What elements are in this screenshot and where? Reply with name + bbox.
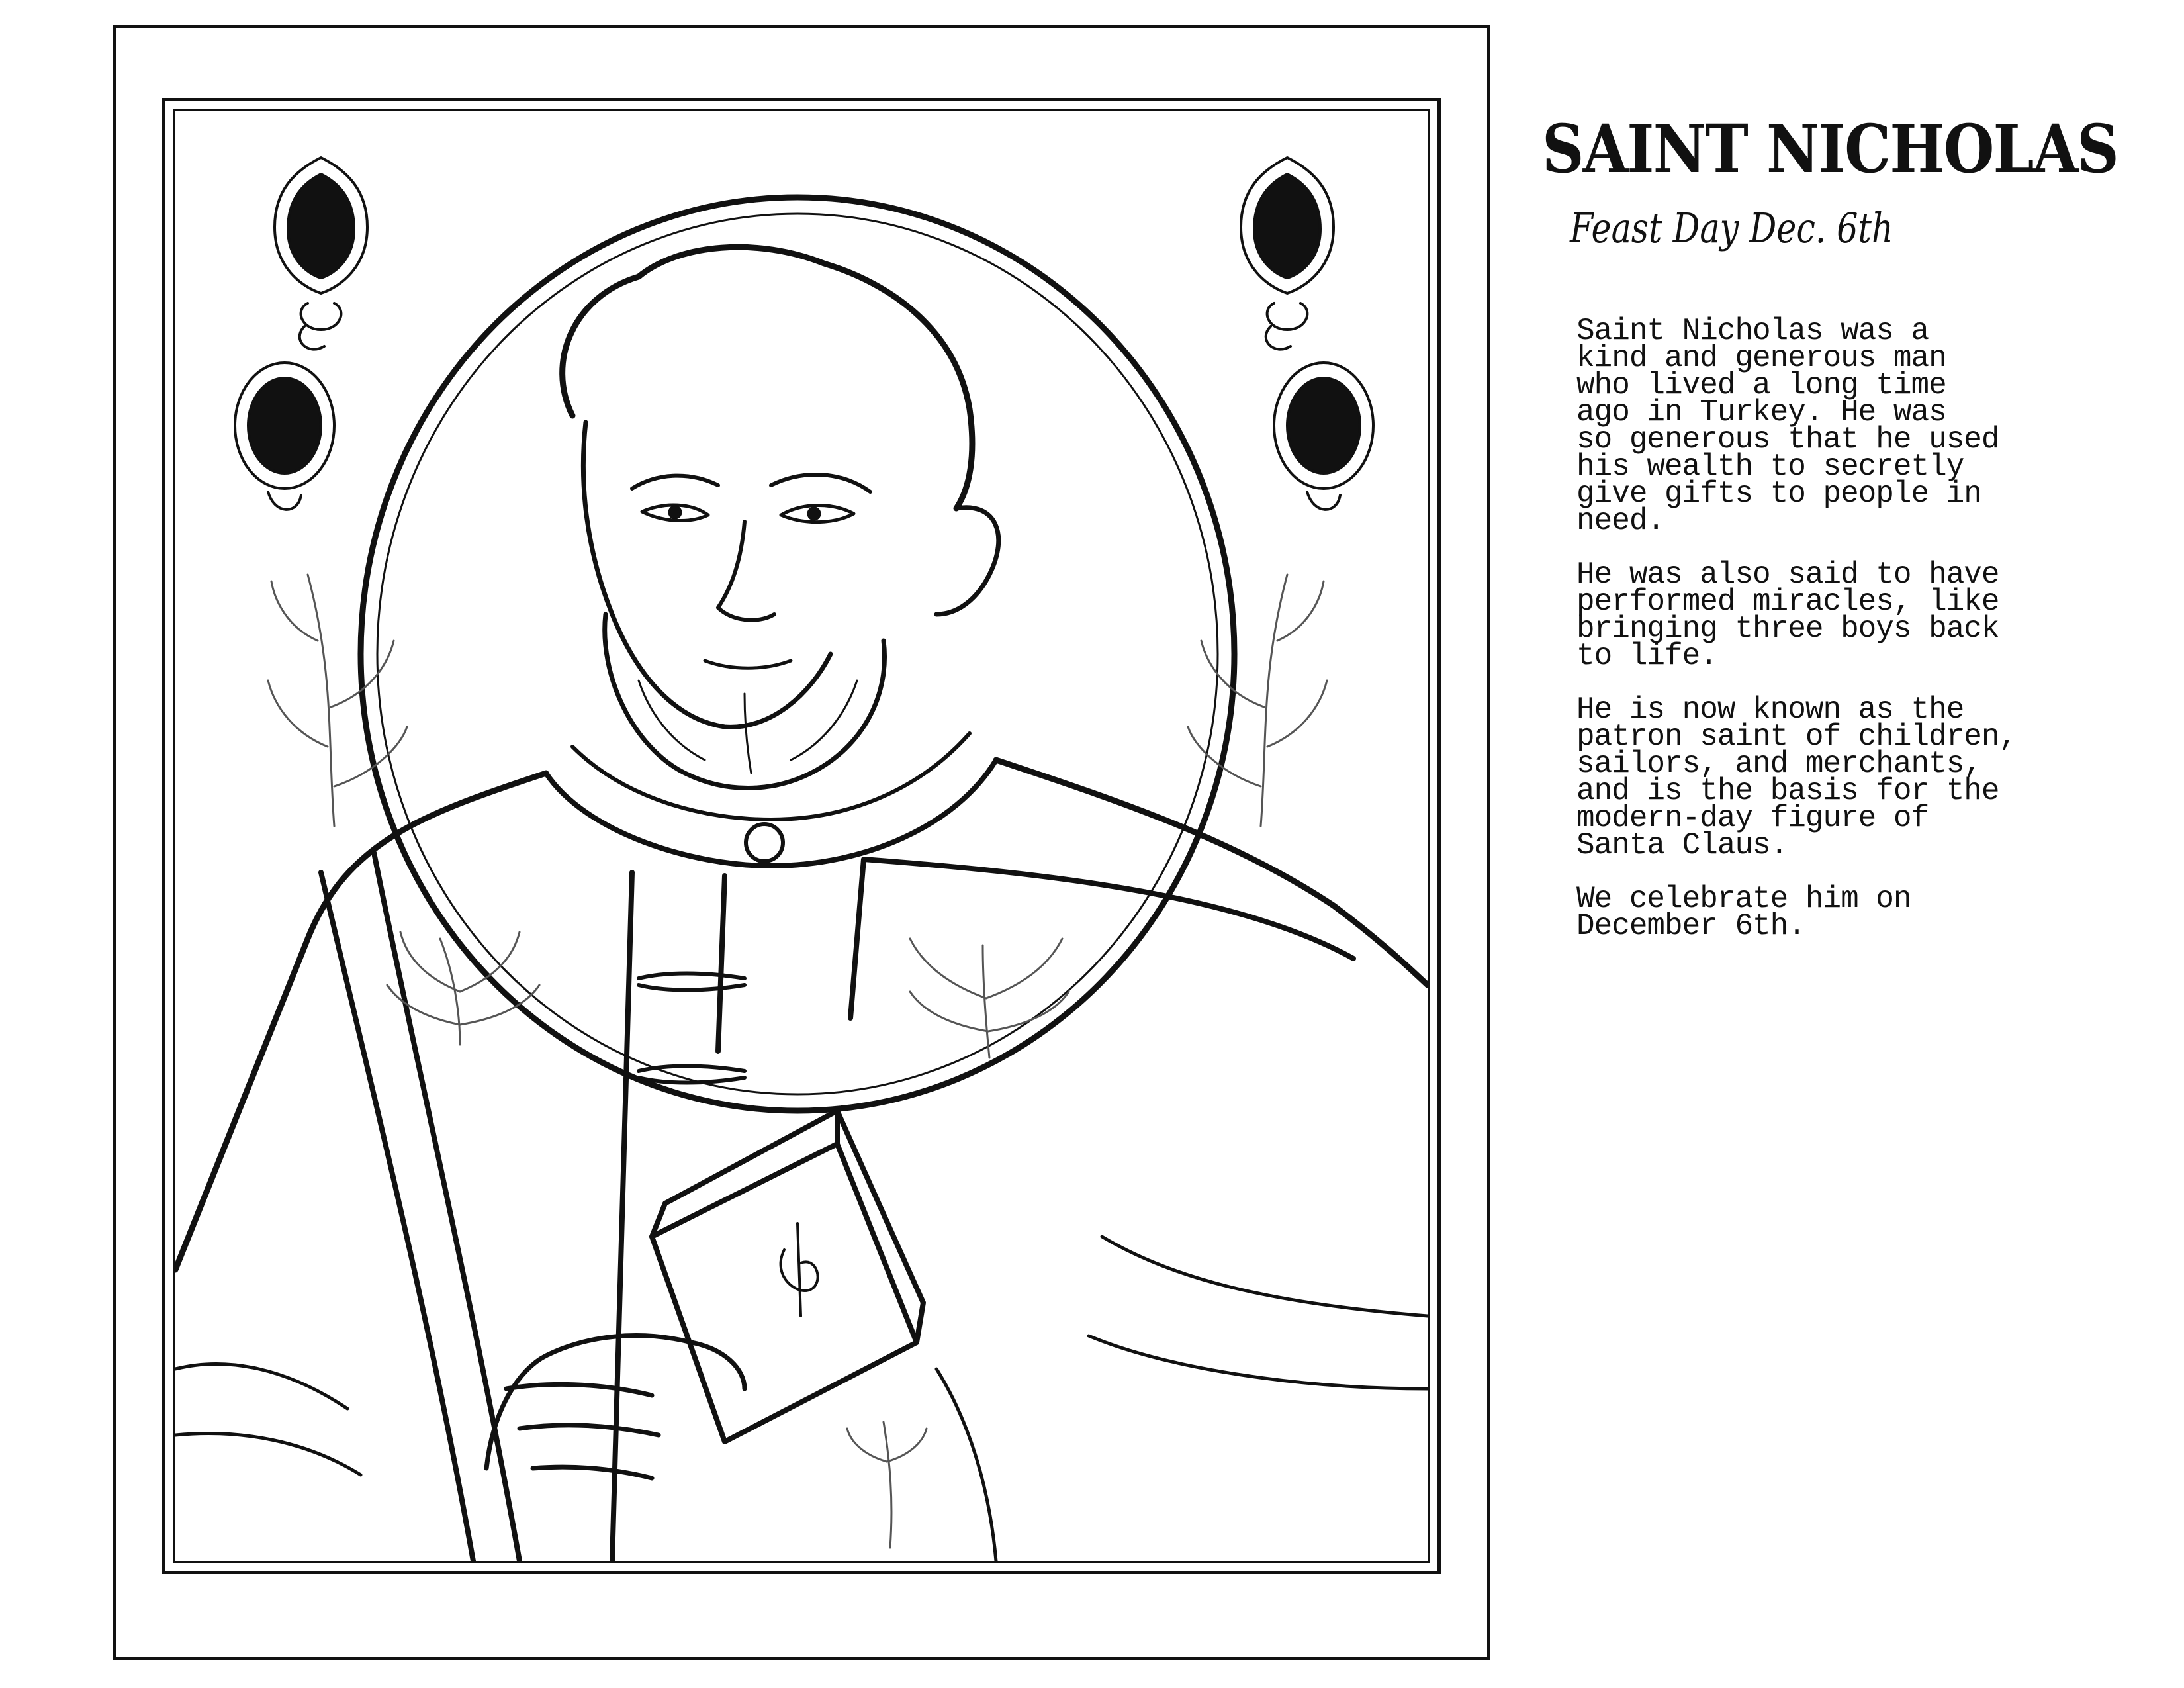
paragraph-3: He is now known as the patron saint of children, sailors, and merchants, and is the basis for the modern-day figure of Santa Claus. bbox=[1576, 692, 2017, 863]
robe-ornament-right bbox=[910, 939, 1069, 1058]
page-title: SAINT NICHOLAS bbox=[1542, 110, 2118, 188]
hair bbox=[563, 247, 972, 508]
collar-button bbox=[746, 824, 783, 861]
book-icon bbox=[652, 1111, 923, 1442]
nose bbox=[718, 522, 774, 620]
info-panel bbox=[1542, 110, 2138, 973]
medallion-icon bbox=[1274, 363, 1373, 510]
robe-outline bbox=[175, 773, 546, 1270]
paragraph-4: We celebrate him on December 6th. bbox=[1576, 882, 1911, 943]
foliage-right bbox=[1188, 575, 1327, 826]
eyebrow-left bbox=[632, 476, 718, 489]
face-outline bbox=[583, 422, 831, 727]
medallion-icon bbox=[235, 363, 334, 510]
ear bbox=[936, 508, 999, 614]
medallion-icon bbox=[1241, 158, 1334, 350]
description bbox=[1576, 314, 2119, 966]
mouth bbox=[705, 661, 791, 668]
placket-fasteners bbox=[639, 974, 745, 1083]
stole-right bbox=[850, 859, 864, 1018]
saint-nicholas-illustration bbox=[175, 111, 1428, 1561]
paragraph-1: Saint Nicholas was a kind and generous man who lived a long time ago in Turkey. He was so generous that he used his wealth to secretly give gifts to people in need. bbox=[1576, 314, 1999, 538]
collar bbox=[546, 760, 996, 866]
medallion-icon bbox=[275, 158, 367, 350]
feast-day-subtitle: Feast Day Dec. 6th bbox=[1570, 204, 1893, 252]
paragraph-2: He was also said to have performed miracles, like bringing three boys back to life. bbox=[1576, 557, 1999, 673]
placket bbox=[612, 872, 632, 1561]
foliage-left bbox=[268, 575, 407, 826]
cuff-ornament bbox=[847, 1422, 927, 1548]
sleeve-lines bbox=[175, 1237, 1428, 1561]
eyebrow-right bbox=[771, 475, 870, 492]
